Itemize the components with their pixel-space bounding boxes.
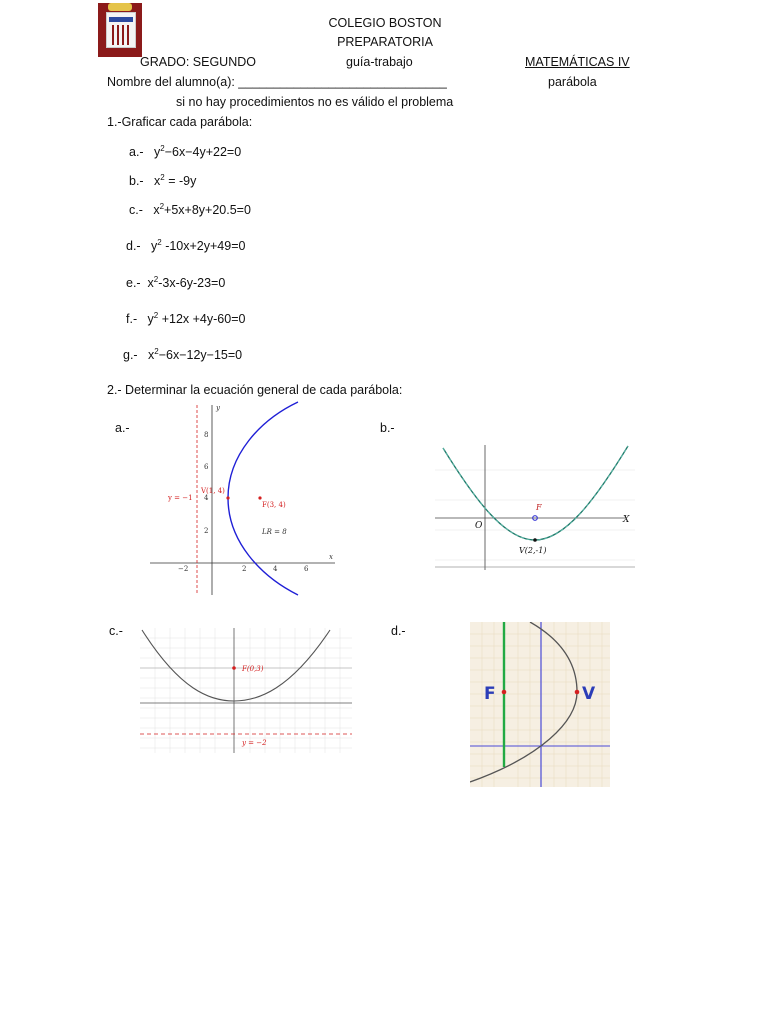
exercise-item: g.- $x^2-6x-12y-15=0$	[123, 347, 243, 362]
directrix-label: y = −1	[168, 494, 193, 502]
figure-label-a: a.-	[115, 421, 130, 435]
tick-label: 2	[204, 527, 209, 535]
document-type: guía-trabajo	[346, 55, 413, 69]
exercise-item: a.- $y^2-6x-4y+22=0$	[129, 144, 242, 159]
tick-label: 6	[304, 565, 309, 573]
section1-title: 1.-Graficar cada parábola:	[107, 115, 253, 129]
exercise-item: c.- $x^2+5x+8y+20.5=0$	[129, 202, 251, 217]
grade-label: GRADO: SEGUNDO	[140, 55, 256, 69]
vertex-label: V(2,-1)	[519, 546, 547, 555]
focus-point	[502, 690, 507, 695]
exercise-item: e.- $x^2-3x-6y-23=0$	[126, 275, 226, 290]
tick-label: −2	[178, 565, 189, 573]
exercise-item: f.- $y^2 +12x +4y-60=0$	[126, 311, 246, 326]
tick-label: 8	[204, 431, 209, 439]
student-name-line: Nombre del alumno(a): ______________________________	[107, 75, 447, 89]
vertex-label: V(1, 4)	[201, 487, 225, 495]
subject-label: MATEMÁTICAS IV	[525, 55, 630, 69]
focus-label: F	[484, 684, 496, 704]
tick-label: 6	[204, 463, 209, 471]
parabola-figure-d	[470, 622, 610, 787]
axis-label-x: X	[623, 515, 630, 525]
school-name: COLEGIO BOSTON	[328, 16, 442, 30]
section2-title: 2.- Determinar la ecuación general de cada parábola:	[107, 383, 403, 397]
parabola-figure-c	[140, 628, 352, 753]
exercise-item: d.- $y^2$ -10x+2y+49=0	[126, 238, 246, 253]
instructions-note: si no hay procedimientos no es válido el problema	[176, 95, 454, 109]
figure-label-b: b.-	[380, 421, 395, 435]
school-logo	[98, 3, 142, 57]
exercise-item: b.- $x^2 = -9y$	[129, 173, 197, 188]
vertex-point	[533, 538, 537, 542]
focus-point	[232, 666, 236, 670]
tick-label: 2	[242, 565, 247, 573]
vertex-point	[575, 690, 580, 695]
figure-label-d: d.-	[391, 624, 406, 638]
focus-point	[258, 496, 261, 499]
axis-label-x: x	[329, 553, 333, 561]
focus-label: F	[536, 503, 542, 512]
directrix-label: y = −2	[242, 739, 267, 747]
origin-label: O	[475, 521, 483, 531]
axis-label-y: y	[216, 404, 220, 412]
figure-label-c: c.-	[109, 624, 123, 638]
parabola-figure-b	[435, 440, 635, 575]
latus-rectum-label: LR = 8	[262, 528, 287, 536]
focus-label: F(0,3)	[242, 665, 264, 673]
school-level: PREPARATORIA	[337, 35, 433, 49]
tick-label: 4	[273, 565, 278, 573]
topic-label: parábola	[548, 75, 597, 89]
parabola-figure-a	[150, 400, 340, 600]
tick-label: 4	[204, 494, 209, 502]
focus-label: F(3, 4)	[262, 501, 286, 509]
vertex-point	[226, 496, 229, 499]
vertex-label: V	[582, 684, 596, 704]
